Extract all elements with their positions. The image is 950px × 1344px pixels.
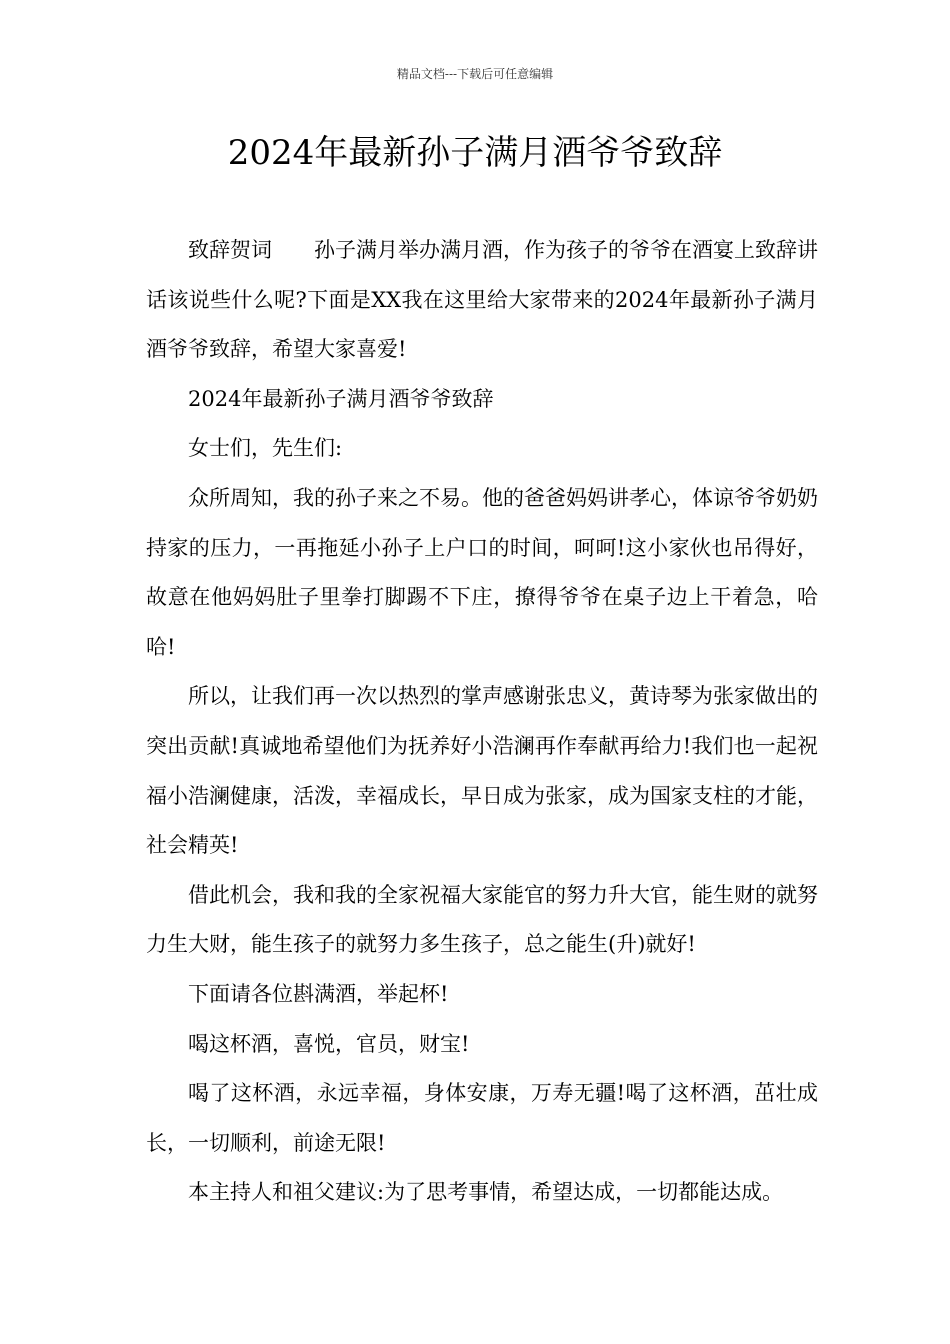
paragraph: 下面请各位斟满酒，举起杯!: [188, 981, 449, 1006]
paragraph: 所以，让我们再一次以热烈的掌声感谢张忠义，黄诗琴为张家做出的突出贡献!真诚地希望他们为抚养好小浩澜再作奉献再给力!我们也一起祝福小浩澜健康，活泼，幸福成长，早日成为张家，成为国家支柱的才能，社会精英!: [146, 684, 818, 858]
paragraph-greeting: 女士们，先生们:: [188, 436, 343, 461]
document-title: 2024年最新孙子满月酒爷爷致辞: [227, 133, 723, 173]
paragraph-subtitle: 2024年最新孙子满月酒爷爷致辞: [188, 386, 494, 411]
paragraph: 本主持人和祖父建议:为了思考事情，希望达成，一切都能达成。: [188, 1180, 784, 1205]
page-header: 精品文档---下载后可任意编辑: [396, 67, 554, 81]
document-body: [146, 226, 818, 1218]
paragraph: 喝这杯酒，喜悦，官员，财宝!: [188, 1031, 470, 1056]
paragraph: 借此机会，我和我的全家祝福大家能官的努力升大官，能生财的就努力生大财，能生孩子的就努力多生孩子，总之能生(升)就好!: [146, 882, 818, 957]
paragraph-intro: 致辞贺词 孙子满月举办满月酒，作为孩子的爷爷在酒宴上致辞讲话该说些什么呢?下面是XX我在这里给大家带来的2024年最新孙子满月酒爷爷致辞，希望大家喜爱!: [146, 238, 818, 362]
paragraph: 众所周知，我的孙子来之不易。他的爸爸妈妈讲孝心，体谅爷爷奶奶持家的压力，一再拖延小孙子上户口的时间，呵呵!这小家伙也吊得好，故意在他妈妈肚子里拳打脚踢不下庄，撩得爷爷在桌子边上干着急，哈哈!: [146, 485, 818, 659]
paragraph: 喝了这杯酒，永远幸福，身体安康，万寿无疆!喝了这杯酒，茁壮成长，一切顺利，前途无限!: [146, 1081, 818, 1155]
